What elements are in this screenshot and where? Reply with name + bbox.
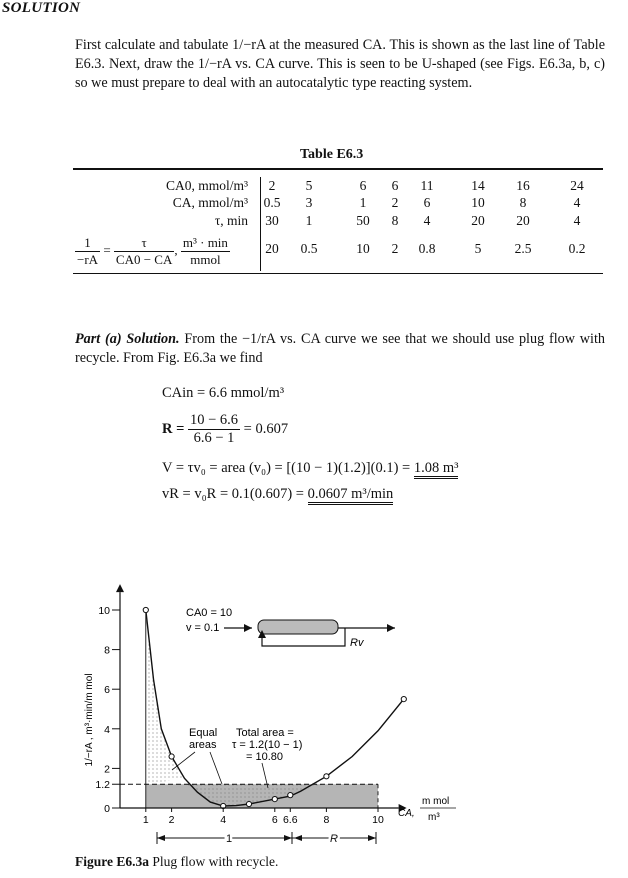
table-cell: 8: [519, 195, 527, 210]
svg-text:1/−rA , m³·min/m mol: 1/−rA , m³·min/m mol: [84, 673, 95, 767]
table-cell: 2: [391, 195, 399, 210]
table-cell: 6: [423, 195, 431, 210]
y-tick-label: 1.2: [95, 779, 110, 792]
data-point: [288, 793, 293, 798]
table-cell: 0.2: [568, 241, 586, 256]
table-cell: 4: [423, 213, 431, 228]
table-top-rule: [73, 168, 603, 170]
x-tick-label: 4: [220, 814, 227, 826]
eq2-num: 10 − 6.6: [189, 412, 239, 428]
equal-areas-label-2: areas: [189, 739, 217, 751]
recycle-label: Rv: [350, 637, 364, 649]
table-cell: 20: [471, 213, 485, 228]
equation-r: [162, 412, 288, 447]
y-tick-label: 0: [104, 803, 110, 815]
rate-mid-num: τ: [114, 235, 174, 252]
part-a-text: From the −1/rA vs. CA curve we see that we should use plug flow with recycle. From Fig. E6.3a we find: [75, 331, 605, 366]
eq2-lhs: R =: [162, 420, 185, 437]
y-tick-label: 8: [104, 644, 110, 657]
y-tick-label: 2: [104, 763, 110, 776]
row-label-rate: $\frac{1}{-rA}$ = $\frac{\tau}{CA0 - CA}$ , $\frac{\text{m³ · min}}{\text{mmol}}$: [77, 235, 228, 267]
table-cell: 4: [573, 213, 581, 228]
table-cell: 5: [474, 241, 482, 256]
table-bottom-rule: [73, 273, 603, 274]
table-title: Table E6.3: [300, 147, 364, 162]
table-cell: 20: [265, 241, 279, 256]
data-point: [401, 697, 406, 702]
rate-curve: [146, 610, 404, 806]
table-cell: 1: [305, 213, 313, 228]
part-a-paragraph: [75, 330, 605, 368]
data-point: [246, 801, 251, 806]
y-axis-arrow: [116, 584, 124, 592]
x-tick-label: 6: [271, 814, 278, 826]
equation-volume: [162, 460, 458, 477]
equation-recycle: [162, 486, 393, 503]
rate-mid-den: CA0 − CA: [115, 252, 173, 267]
table-cell: 0.5: [300, 241, 318, 256]
table-cell: 2: [268, 178, 276, 193]
caption-text: Plug flow with recycle.: [152, 854, 279, 869]
row-label-ca: CA, mmol/m³: [172, 195, 248, 210]
rate-unit-den: mmol: [190, 252, 221, 267]
row-label-ca0: CA0, mmol/m³: [165, 178, 248, 193]
eq2-den: 6.6 − 1: [193, 430, 235, 446]
x-tick-label: 10: [372, 814, 384, 826]
feed-label-v: v = 0.1: [186, 622, 220, 634]
dimension-one: [157, 832, 292, 844]
y-tick-label: 10: [98, 605, 110, 617]
eq3-result: 1.08 m³: [414, 460, 459, 479]
table-cell: 10: [471, 195, 485, 210]
feed-label-ca0: CA0 = 10: [186, 607, 233, 619]
table-cell: 5: [305, 178, 313, 193]
rate-unit-num: m³ · min: [182, 235, 228, 250]
dim-r-label: R: [330, 833, 338, 845]
table-cell: 2: [391, 241, 399, 256]
table-cell: 0.8: [418, 241, 436, 256]
dim-one-label: 1: [226, 833, 233, 845]
row-label-tau: τ, min: [214, 213, 248, 228]
x-axis-unit-num: m mol: [422, 796, 450, 807]
table-cell: 30: [265, 213, 279, 228]
data-point: [272, 796, 277, 801]
data-point: [169, 754, 174, 759]
x-tick-label: 8: [323, 814, 330, 826]
equal-area-upper: [146, 610, 185, 784]
x-axis-unit-den: m³: [428, 812, 440, 823]
table-cell: 8: [391, 213, 399, 228]
table-cell: 2.5: [514, 241, 532, 256]
x-tick-label: 6.6: [282, 814, 298, 826]
total-area-label-1: Total area =: [236, 727, 294, 739]
rate-lhs-den: −rA: [77, 252, 99, 267]
table-cell: 14: [471, 178, 485, 193]
part-a-lead: Part (a) Solution.: [75, 331, 180, 347]
figure-caption: [75, 854, 278, 870]
table-cell: 0.5: [263, 195, 281, 210]
table-cell: 50: [356, 213, 370, 228]
data-point: [324, 774, 329, 779]
intro-paragraph: First calculate and tabulate 1/−rA at the measured CA. This is shown as the last line of Table E6.3. Next, draw the 1/−rA vs. CA curve. This is seen to be U-shaped (see Figs. E6.3a, b, c) so we must prepare to deal with an autocatalytic type reacting system.: [75, 37, 605, 91]
table-cell: 10: [356, 241, 370, 256]
figure-e6-3a: [0, 540, 628, 850]
table-cell: 6: [359, 178, 367, 193]
eq3-main: V = τv₀ = area (v₀) = [(10 − 1)(1.2)](0.1) =: [162, 460, 411, 476]
table-cell: 6: [391, 178, 399, 193]
total-area-label-2: τ = 1.2(10 − 1): [232, 739, 303, 751]
equation-cain: CAin = 6.6 mmol/m³: [162, 385, 285, 401]
reactor-sketch: [224, 620, 395, 646]
table-cell: 20: [516, 213, 530, 228]
eq2-rhs: = 0.607: [243, 420, 289, 437]
table-cell: 1: [359, 195, 367, 210]
table-cell: 3: [305, 195, 313, 210]
table-cell: 4: [573, 195, 581, 210]
eq4-result: 0.0607 m³/min: [308, 486, 394, 505]
x-tick-label: 2: [168, 814, 175, 826]
eq4-main: vR = v₀R = 0.1(0.607) =: [162, 486, 304, 502]
rate-lhs-num: 1: [75, 235, 100, 252]
x-tick-label: 1: [142, 814, 149, 826]
equal-areas-label-1: Equal: [189, 727, 218, 739]
table-cell: 11: [420, 178, 434, 193]
section-heading: SOLUTION: [2, 0, 81, 16]
table-cell: 24: [570, 178, 584, 193]
table-cell: 16: [516, 178, 530, 193]
y-axis-label: [84, 673, 95, 766]
data-point: [143, 607, 148, 612]
y-tick-label: 6: [104, 684, 110, 697]
total-area-label-3: = 10.80: [246, 751, 284, 763]
y-tick-label: 4: [104, 723, 110, 736]
x-axis-var: CA,: [398, 808, 415, 819]
caption-label: Figure E6.3a: [75, 854, 149, 869]
